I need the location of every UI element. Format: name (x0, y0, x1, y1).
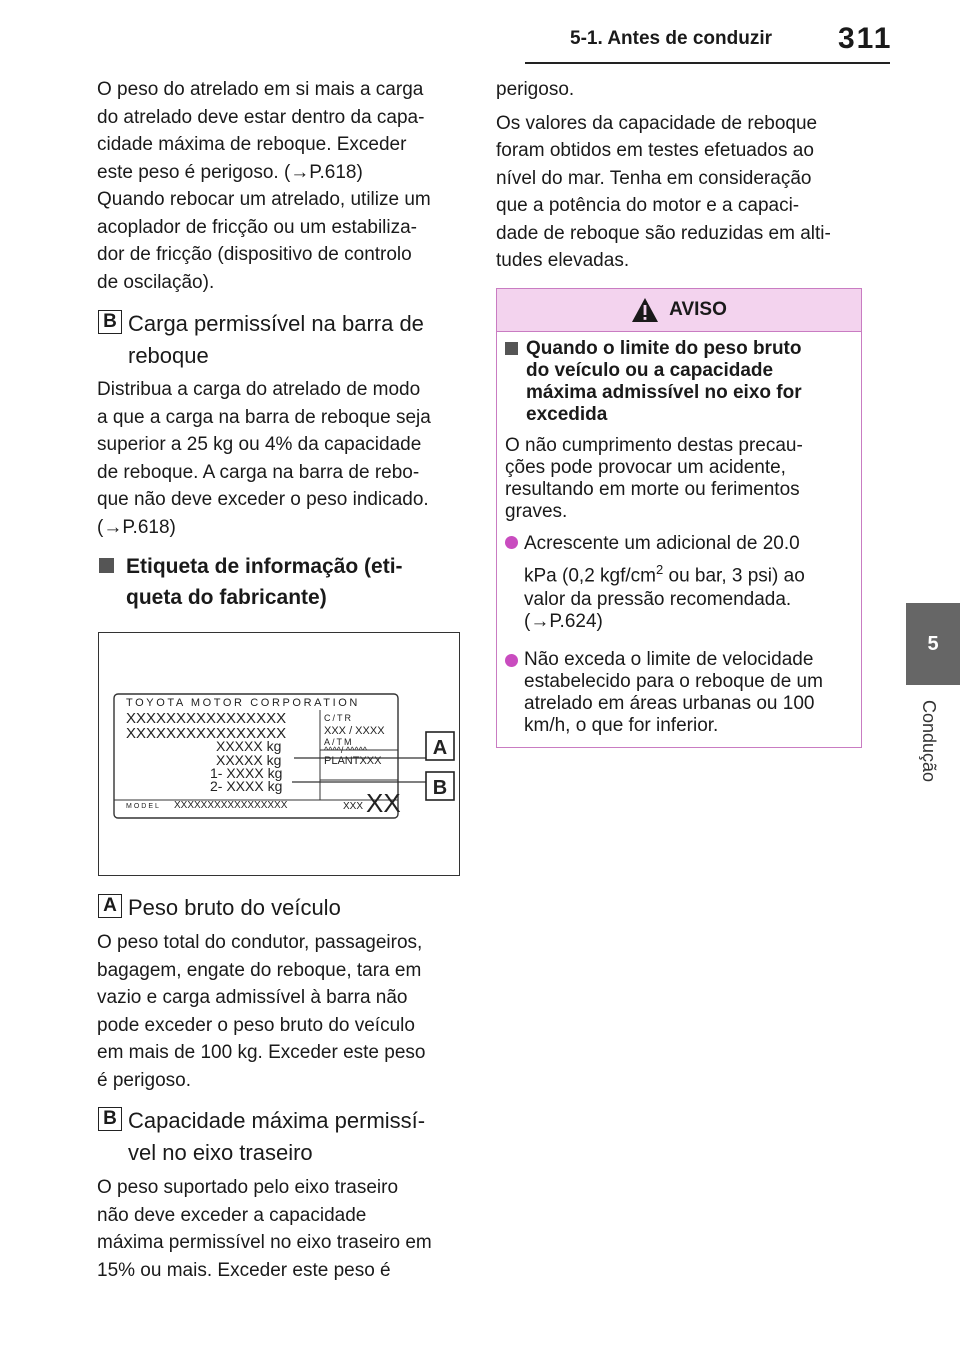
page-number: 311 (838, 22, 893, 55)
chapter-tab[interactable] (906, 603, 960, 685)
text-line: de reboque. A carga na barra de rebo- (97, 461, 420, 483)
heading-line: Quando o limite do peso bruto (526, 338, 802, 359)
gross-weight-body (97, 929, 467, 1094)
text-line: nível do mar. Tenha em consideração (496, 167, 812, 189)
label-atm: A/TM (324, 737, 354, 747)
text-fragment: kPa (0,2 kgf/cm (524, 565, 656, 587)
text-line: Distribua a carga do atrelado de modo (97, 379, 421, 400)
text-line: dade de reboque são reduzidas em alti- (496, 222, 831, 244)
text-line: de oscilação). (97, 271, 215, 293)
label-axle-weight: 2- XXXX kg (210, 778, 283, 794)
text-line: atrelado em áreas urbanas ou 100 (524, 693, 815, 715)
label-codes: ^^^^/ ^^^^^ (324, 745, 368, 755)
text-line: resultando em morte ou ferimentos (505, 479, 800, 500)
text-line: é perigoso. (97, 1069, 192, 1091)
text-line: que a potência do motor e a capaci- (496, 195, 800, 216)
warning-box (496, 288, 862, 748)
callout-letter-b: B (432, 777, 448, 799)
section-title: 5-1. Antes de conduzir (570, 28, 772, 49)
warning-subheading (505, 338, 851, 426)
label-large-code: XX (366, 788, 401, 818)
heading-line: Peso bruto do veículo (128, 895, 341, 920)
label-code-line: XXXXXXXXXXXXXXXX (126, 710, 287, 727)
callout-letter-b: B (98, 310, 122, 334)
text-line: Acrescente um adicional de 20.0 (524, 533, 800, 554)
text-line: este peso é perigoso. (→P.618) (97, 161, 363, 183)
text-fragment: ou bar, 3 psi) ao (663, 565, 805, 587)
text-line: bagagem, engate do reboque, tara em (97, 959, 422, 981)
text-line: O peso do atrelado em si mais a carga (97, 79, 424, 100)
text-line: dor de fricção (dispositivo de controlo (97, 244, 412, 265)
text-line: graves. (505, 501, 568, 522)
heading-line: Capacidade máxima permissí- (128, 1108, 426, 1133)
text-line: cidade máxima de reboque. Exceder (97, 134, 407, 155)
text-line: (→P.618) (97, 516, 176, 538)
tongue-load-body (97, 376, 467, 541)
tongue-load-heading (100, 308, 470, 372)
text-line: km/h, o que for inferior. (524, 715, 719, 737)
text-line: Os valores da capacidade de reboque (496, 112, 818, 134)
text-line: superior a 25 kg ou 4% da capacidade (97, 434, 422, 455)
bullet-dot-icon (505, 536, 518, 549)
label-model-value: XXXXXXXXXXXXXXXXX (174, 800, 288, 811)
bullet-dot-icon (505, 654, 518, 667)
text-line: acoplador de fricção ou um estabiliza- (97, 216, 418, 238)
text-line: que não deve exceder o peso indicado. (97, 489, 429, 510)
chapter-number: 5 (927, 632, 939, 655)
text-line: pode exceder o peso bruto do veículo (97, 1014, 415, 1036)
text-line: estabelecido para o reboque de um (524, 671, 823, 693)
square-bullet-icon (99, 558, 114, 573)
label-xxx-xxxx: XXX / XXXX (324, 725, 385, 737)
text-line: (→P.624) (524, 611, 603, 633)
superscript: 2 (656, 562, 664, 577)
label-plant: PLANTXXX (324, 755, 382, 767)
rear-axle-body (97, 1174, 467, 1284)
label-gross-weight: XXXXX kg (216, 738, 282, 754)
square-bullet-icon (505, 342, 518, 355)
warning-text (505, 435, 851, 523)
heading-line: queta do fabricante) (126, 586, 327, 609)
label-gross-weight: XXXXX kg (216, 752, 282, 768)
label-axle-weight: 1- XXXX kg (210, 765, 283, 781)
rear-axle-heading (100, 1105, 470, 1169)
label-manufacturer: TOYOTA MOTOR CORPORATION (126, 697, 360, 709)
text-line: valor da pressão recomendada. (524, 589, 792, 611)
text-line: O não cumprimento destas precau- (505, 435, 803, 456)
chapter-label: Condução (919, 700, 939, 783)
text-line: em mais de 100 kg. Exceder este peso (97, 1042, 426, 1063)
text-line: O peso suportado pelo eixo traseiro (97, 1177, 399, 1198)
callout-letter-b: B (98, 1107, 122, 1131)
text-line: máxima permissível no eixo traseiro em (97, 1232, 432, 1253)
label-model-caption: MODEL (126, 803, 161, 810)
heading-line: máxima admissível no eixo for (526, 382, 802, 403)
warning-header (497, 289, 861, 332)
heading-line: Etiqueta de informação (eti- (126, 555, 403, 578)
text-line: Não exceda o limite de velocidade (524, 649, 814, 671)
heading-line: vel no eixo traseiro (128, 1140, 313, 1165)
text-line: não deve exceder a capacidade (97, 1204, 367, 1226)
heading-line: do veículo ou a capacidade (526, 360, 774, 381)
callout-letter-a: A (432, 737, 448, 759)
heading-line: Carga permissível na barra de (128, 311, 424, 336)
warning-body (497, 332, 861, 737)
text-line: tudes elevadas. (496, 250, 630, 271)
text-line: O peso total do condutor, passageiros, (97, 932, 423, 953)
label-code-line: XXXXXXXXXXXXXXXX (126, 725, 287, 742)
text-line: ções pode provocar um acidente, (505, 457, 786, 478)
text-line (524, 557, 805, 589)
warning-bullet (505, 531, 851, 633)
heading-line: reboque (128, 343, 209, 368)
label-ctr: C/TR (324, 713, 353, 723)
continuation-paragraph (496, 76, 866, 275)
intro-paragraph (97, 76, 467, 296)
manufacturer-label-illustration (98, 632, 460, 876)
callout-letter-a: A (98, 894, 122, 918)
text-line: Quando rebocar um atrelado, utilize um (97, 189, 431, 210)
text-line: 15% ou mais. Exceder este peso é (97, 1259, 391, 1281)
gross-weight-heading (100, 892, 470, 924)
warning-triangle-icon (631, 297, 659, 323)
text-line: a que a carga na barra de reboque seja (97, 406, 431, 428)
heading-line: excedida (526, 404, 608, 425)
warning-title: AVISO (669, 299, 727, 320)
text-line: vazio e carga admissível à barra não (97, 987, 408, 1008)
label-small-code: XXX (343, 801, 364, 812)
text-line: foram obtidos em testes efetuados ao (496, 140, 814, 161)
header-rule (525, 62, 890, 64)
warning-bullet (505, 649, 851, 737)
text-line: do atrelado deve estar dentro da capa- (97, 106, 425, 128)
info-label-heading (97, 551, 467, 613)
text-line: perigoso. (496, 79, 575, 100)
